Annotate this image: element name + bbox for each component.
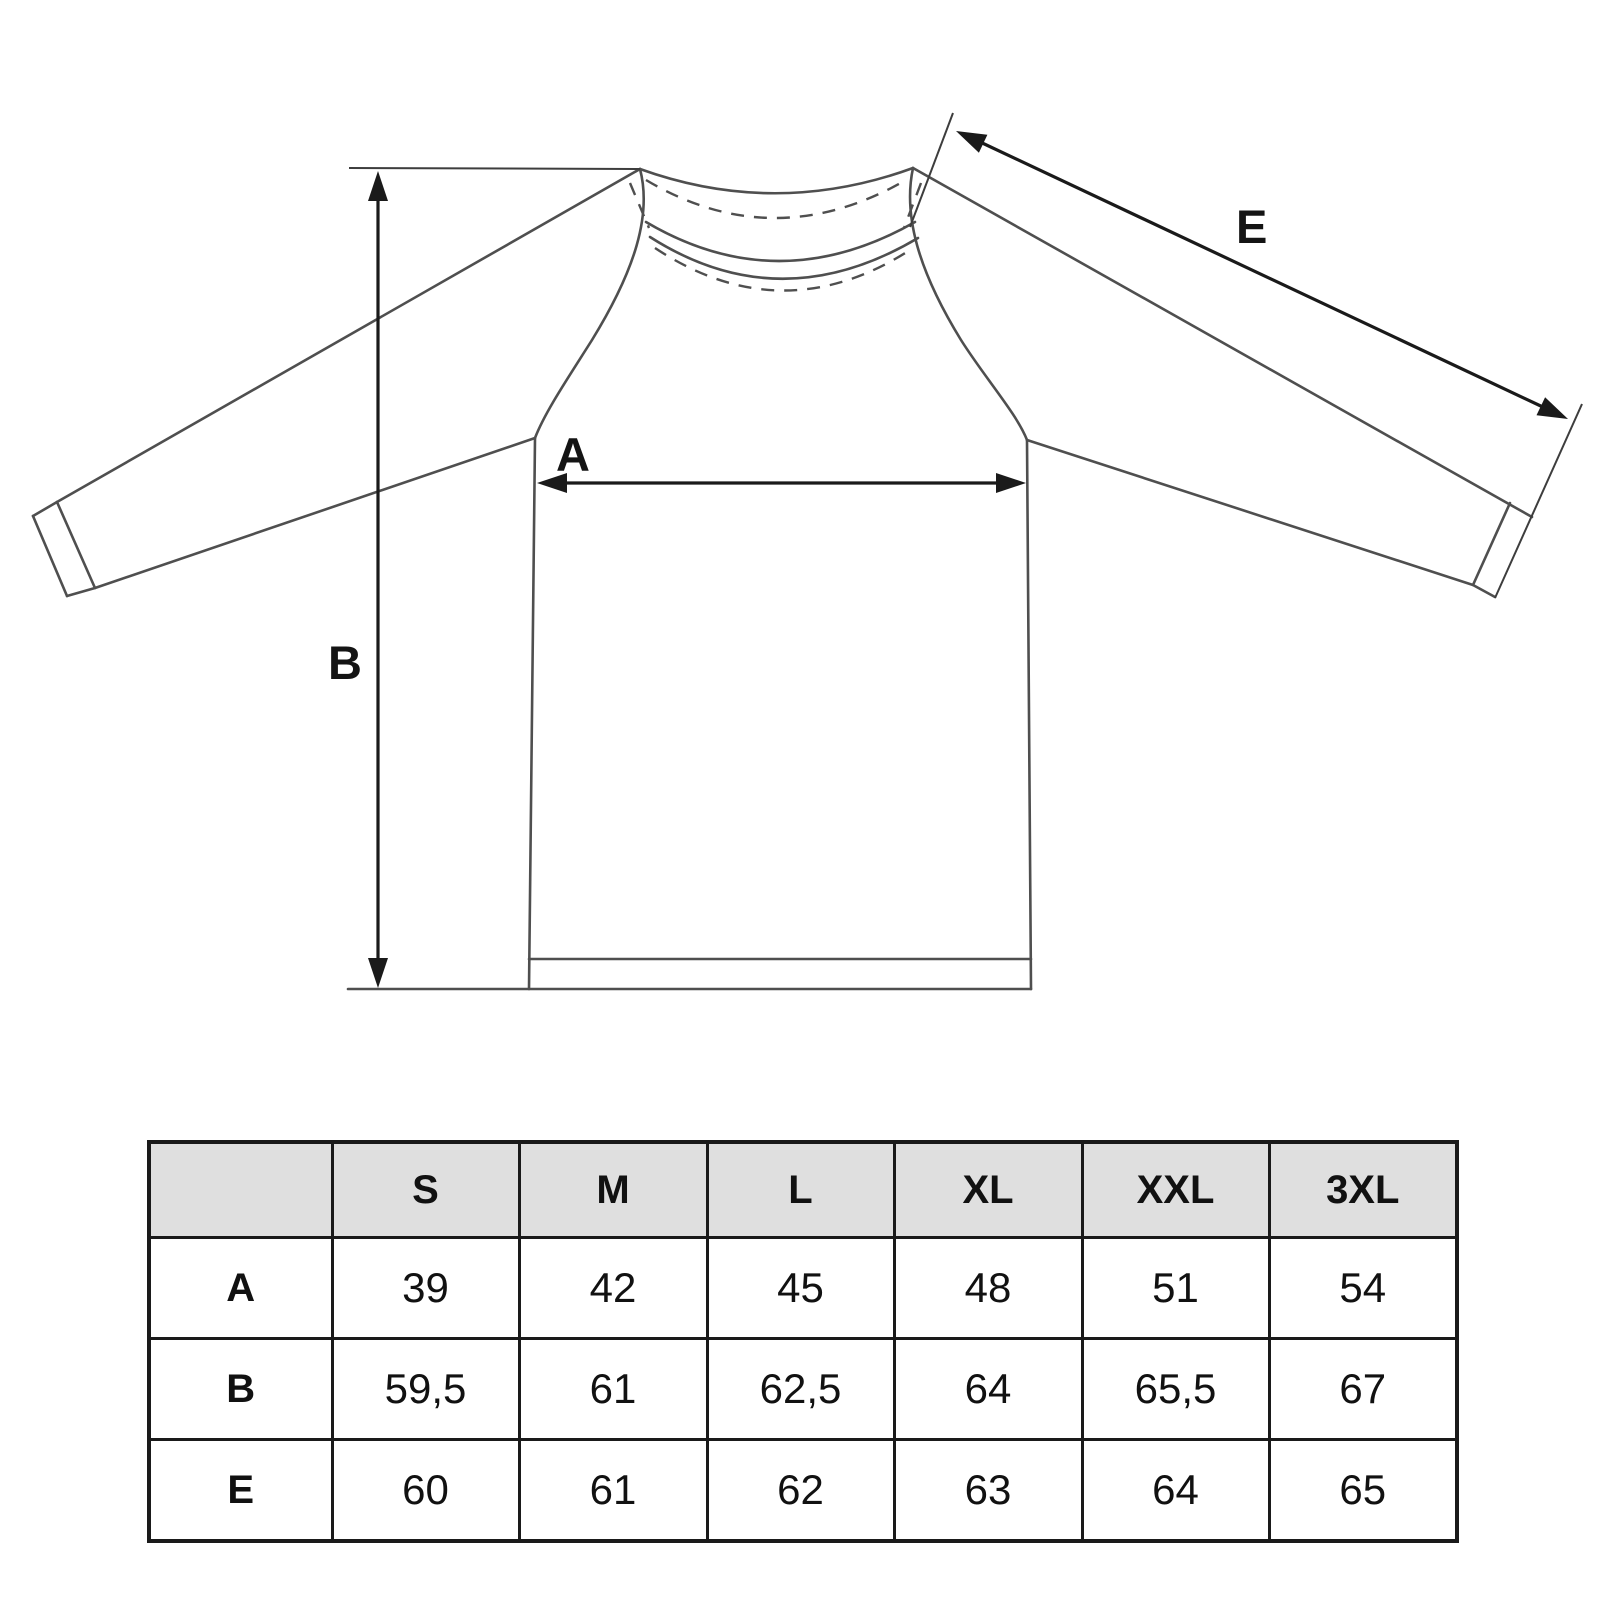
right-cuff-seam <box>1473 503 1510 585</box>
row-label-b: B <box>149 1339 332 1440</box>
left-raglan-seam <box>535 169 644 438</box>
value-a-xxl: 51 <box>1082 1238 1269 1339</box>
dimension-a <box>537 428 1026 493</box>
left-cuff-cap <box>33 502 57 516</box>
dim-e-arrowhead-neck <box>956 131 987 153</box>
right-sleeve-top-edge <box>913 168 1532 517</box>
value-e-3xl: 65 <box>1269 1440 1457 1542</box>
left-cuff-end <box>33 516 67 596</box>
value-a-m: 42 <box>519 1238 707 1339</box>
label-a: A <box>556 428 590 481</box>
size-table <box>147 1140 1455 1530</box>
dim-a-arrowhead-right <box>996 473 1026 493</box>
size-table-header-row <box>149 1142 1457 1238</box>
value-e-xxl: 64 <box>1082 1440 1269 1542</box>
dim-b-extension-top <box>349 168 640 169</box>
table-corner-cell <box>149 1142 332 1238</box>
table-row-e <box>149 1440 1457 1542</box>
right-sleeve-bottom-edge <box>1027 440 1495 597</box>
value-b-l: 62,5 <box>707 1339 894 1440</box>
table-row-b <box>149 1339 1457 1440</box>
value-b-s: 59,5 <box>332 1339 519 1440</box>
value-e-xl: 63 <box>894 1440 1082 1542</box>
value-b-3xl: 67 <box>1269 1339 1457 1440</box>
back-neck-stitching <box>646 180 906 218</box>
collar-outer-edge <box>640 168 913 193</box>
value-a-xl: 48 <box>894 1238 1082 1339</box>
dim-e-extension-cuff <box>1495 404 1582 598</box>
column-header-xl: XL <box>894 1142 1082 1238</box>
dim-b-arrowhead-bottom <box>368 958 388 988</box>
table-row-a <box>149 1238 1457 1339</box>
dimension-b <box>328 168 640 988</box>
label-b: B <box>328 636 362 689</box>
body-right-edge <box>1027 440 1031 989</box>
value-a-3xl: 54 <box>1269 1238 1457 1339</box>
value-a-s: 39 <box>332 1238 519 1339</box>
value-b-m: 61 <box>519 1339 707 1440</box>
front-neck-stitching <box>655 248 910 291</box>
left-sleeve-top-edge <box>57 169 640 502</box>
column-header-m: M <box>519 1142 707 1238</box>
row-label-a: A <box>149 1238 332 1339</box>
value-a-l: 45 <box>707 1238 894 1339</box>
value-b-xl: 64 <box>894 1339 1082 1440</box>
row-label-e: E <box>149 1440 332 1542</box>
dim-b-arrowhead-top <box>368 171 388 201</box>
value-e-m: 61 <box>519 1440 707 1542</box>
left-sleeve-bottom-edge <box>67 438 535 596</box>
value-b-xxl: 65,5 <box>1082 1339 1269 1440</box>
right-raglan-seam <box>910 168 1027 440</box>
column-header-s: S <box>332 1142 519 1238</box>
value-e-l: 62 <box>707 1440 894 1542</box>
left-cuff-seam <box>57 502 95 588</box>
value-e-s: 60 <box>332 1440 519 1542</box>
shirt-outline <box>33 168 1532 989</box>
dim-e-arrowhead-cuff <box>1537 397 1569 419</box>
body-left-edge <box>529 438 535 989</box>
label-e: E <box>1236 200 1268 253</box>
column-header-3xl: 3XL <box>1269 1142 1457 1238</box>
collar-band-inner-edge <box>646 222 915 261</box>
column-header-l: L <box>707 1142 894 1238</box>
dim-e-line <box>978 141 1545 408</box>
column-header-xxl: XXL <box>1082 1142 1269 1238</box>
